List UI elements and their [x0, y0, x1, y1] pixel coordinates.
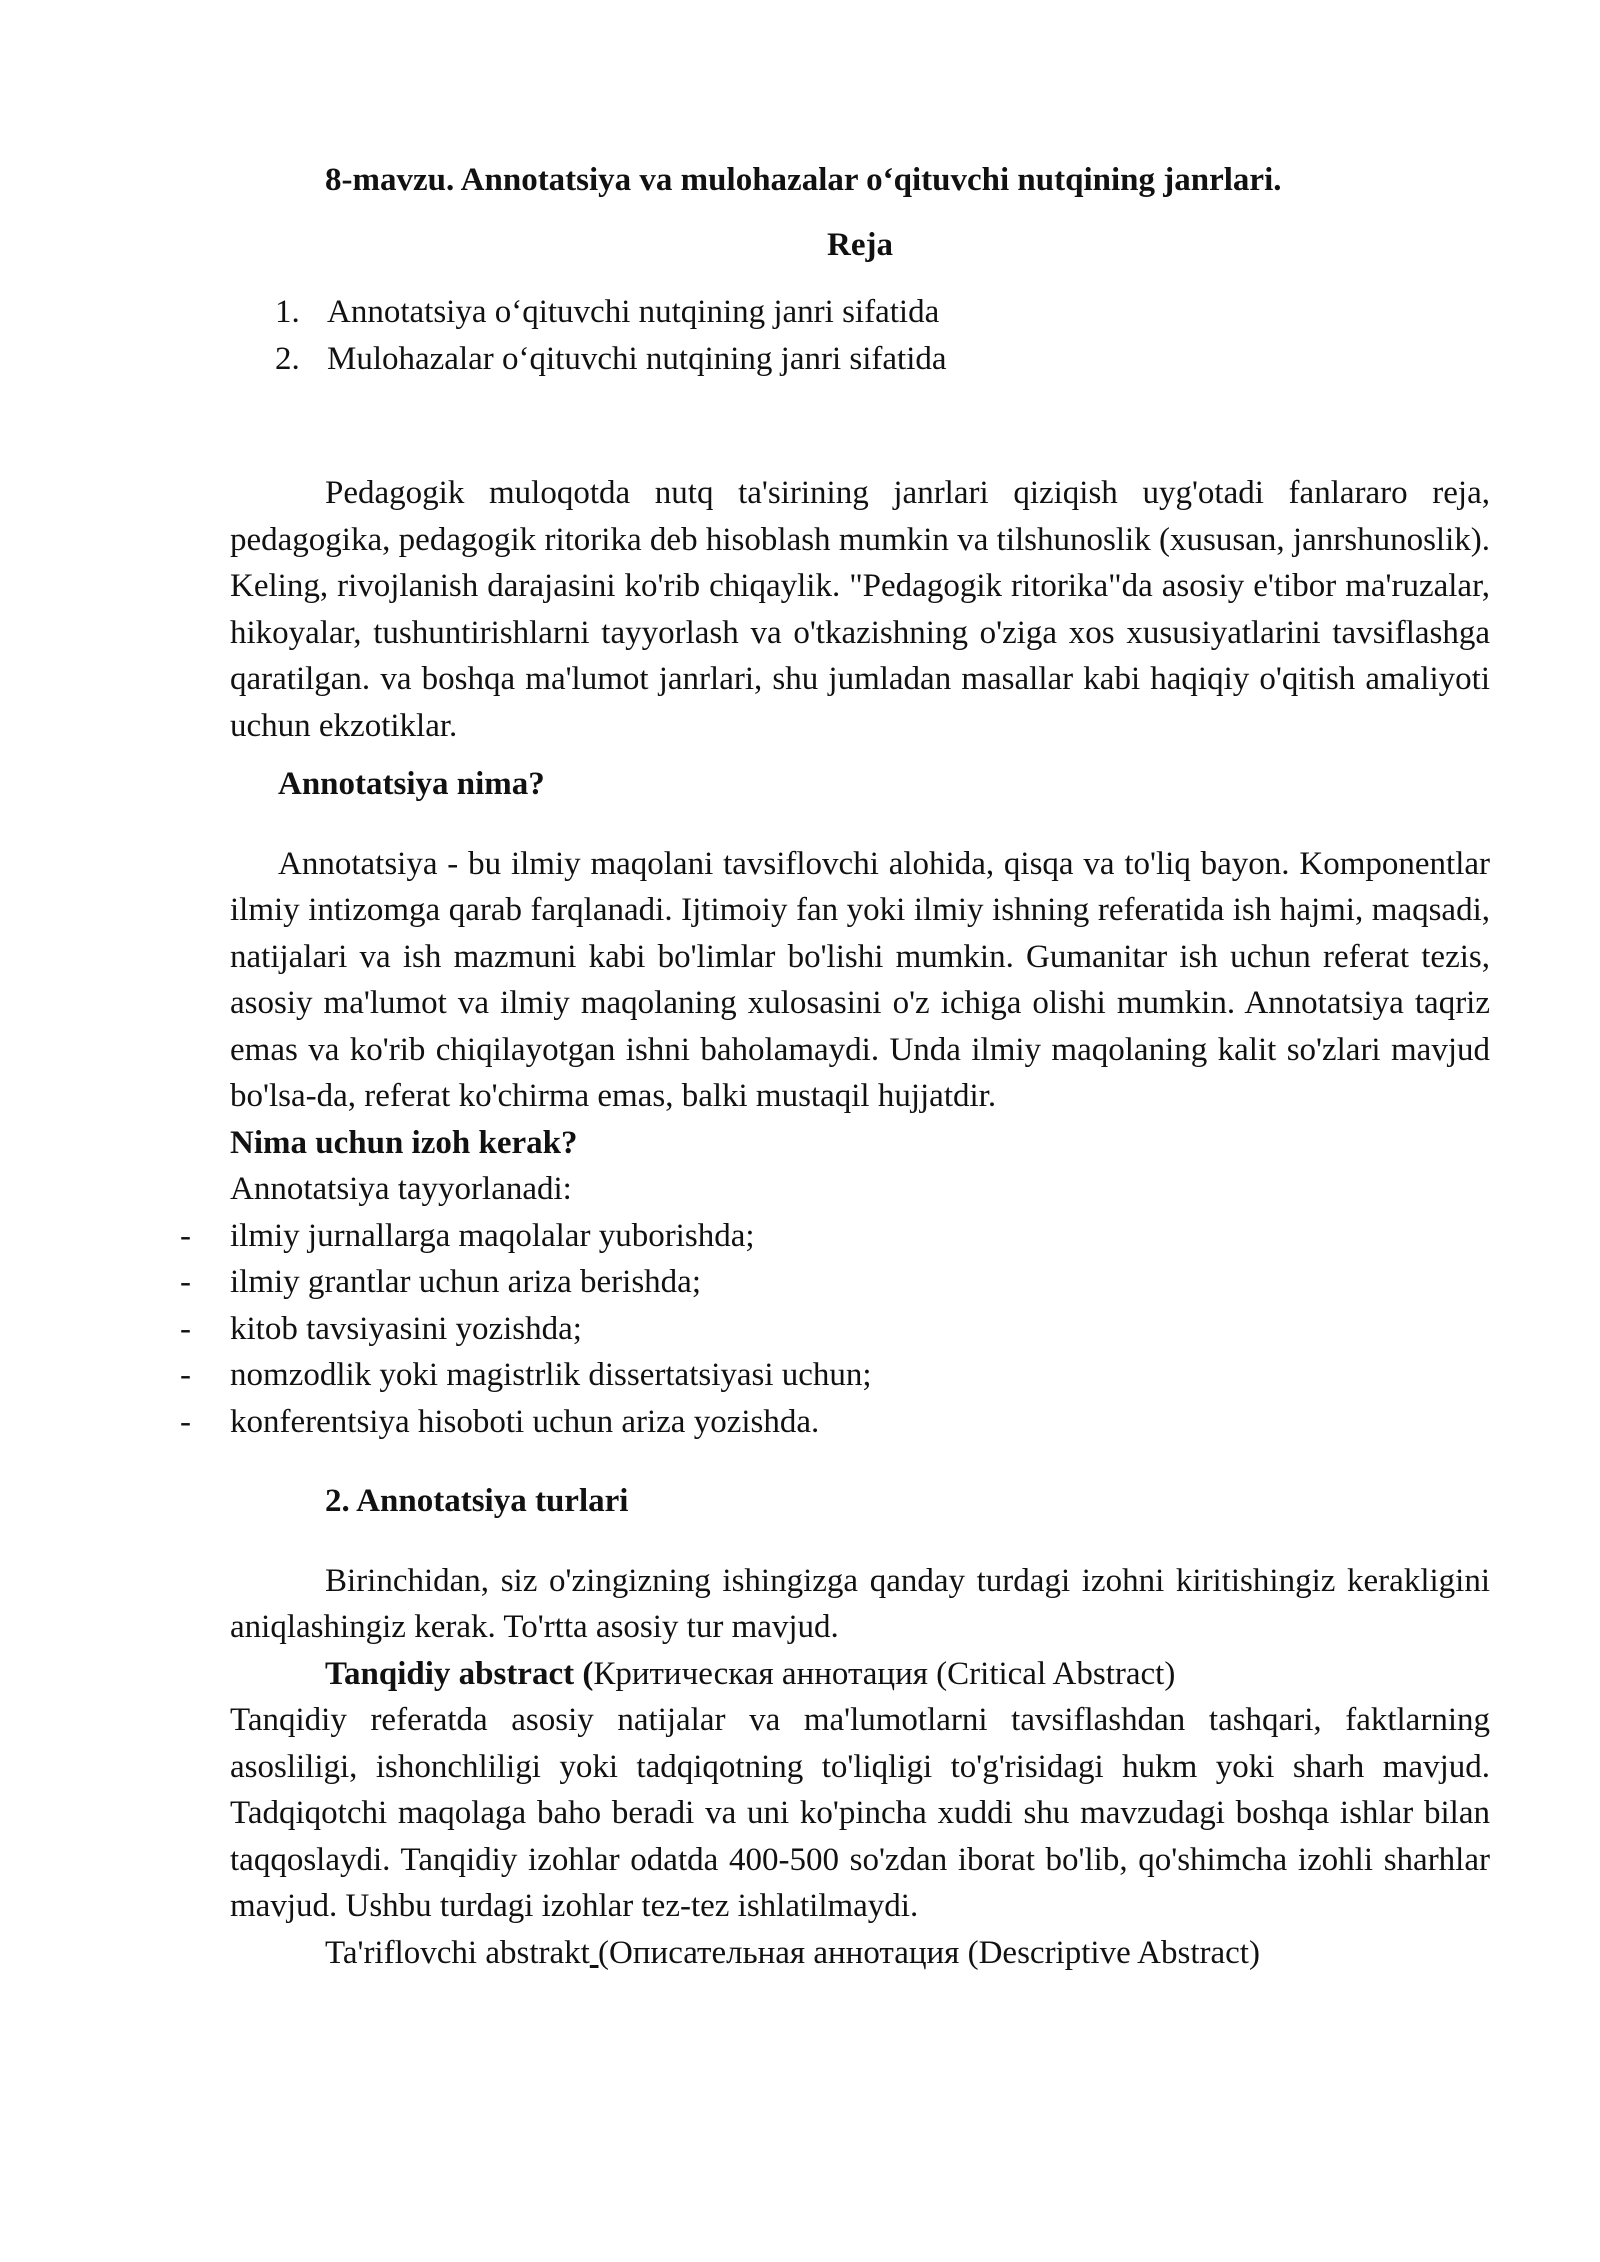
plan-item-number: 1.	[275, 294, 300, 330]
list-item	[180, 1213, 1490, 1260]
list-item-text: konferentsiya hisoboti uchun ariza yozishda.	[230, 1403, 820, 1440]
list-item	[180, 1399, 1490, 1446]
plan-item-number: 2.	[275, 340, 300, 377]
plan-heading: Reja	[827, 227, 893, 263]
plan-item-text: Annotatsiya o‘qituvchi nutqining janri sifatida	[327, 294, 940, 330]
section-heading-why-annotation: Nima uchun izoh kerak?	[230, 1124, 578, 1161]
annotation-types-paragraph: Birinchidan, siz o'zingizning ishingizga qanday turdagi izohni kiritishingiz kerakligini aniqlashingiz kerak. To'rtta asosiy tur mavjud.	[230, 1562, 1490, 1645]
annotation-definition-paragraph: Annotatsiya - bu ilmiy maqolani tavsiflovchi alohida, qisqa va to'liq bayon. Komponentlar ilmiy intizomga qarab farqlanadi. Ijtimoiy fan yoki ilmiy ishning referatida ish hajmi, maqsadi, natijalari va ish mazmuni kabi bo'limlar bo'lishi mumkin. Gumanitar ish uchun referat tezis, asosiy ma'lumot va ilmiy maqolaning xulosasini o'z ichiga olishi mumkin. Annotatsiya taqriz emas va ko'rib chiqilayotgan ishni baholamaydi. Unda ilmiy maqolaning kalit so'zlari mavjud bo'lsa-da, referat ko'chirma emas, balki mustaqil hujjatdir.	[230, 845, 1490, 1114]
critical-abstract-heading-bold: Tanqidiy abstract (	[325, 1655, 594, 1692]
list-item-text: kitob tavsiyasini yozishda;	[230, 1310, 582, 1347]
list-item-text: nomzodlik yoki magistrlik dissertatsiyasi uchun;	[230, 1357, 872, 1393]
section-heading-what-is-annotation: Annotatsiya nima?	[278, 766, 545, 802]
list-item-text: ilmiy jurnallarga maqolalar yuborishda;	[230, 1217, 755, 1254]
list-dash: -	[180, 1217, 191, 1254]
plan-item-text: Mulohazalar o‘qituvchi nutqining janri sifatida	[327, 340, 947, 377]
list-dash: -	[180, 1310, 191, 1347]
critical-abstract-heading	[230, 1651, 1490, 1698]
descriptive-abstract-heading-rest: Описательная аннотация (Descriptive Abstract)	[609, 1934, 1260, 1971]
list-item-text: ilmiy grantlar uchun ariza berishda;	[230, 1264, 701, 1300]
descriptive-abstract-heading-underlined: (	[589, 1934, 610, 1971]
list-dash: -	[180, 1357, 191, 1393]
document-body	[180, 470, 1490, 1976]
list-item	[180, 1306, 1490, 1353]
plan-list	[275, 289, 947, 382]
critical-abstract-heading-rest: Критическая аннотация (Critical Abstract)	[593, 1655, 1176, 1692]
list-item	[180, 1259, 1490, 1306]
section-heading-annotation-types: 2. Annotatsiya turlari	[325, 1483, 629, 1519]
annotation-prepared-intro: Annotatsiya tayyorlanadi:	[230, 1171, 572, 1207]
document-title: 8-mavzu. Annotatsiya va mulohazalar o‘qituvchi nutqining janrlari.	[325, 162, 1282, 198]
descriptive-abstract-heading-main: Ta'riflovchi abstrakt	[325, 1934, 590, 1971]
plan-item	[275, 289, 947, 336]
list-item	[180, 1352, 1490, 1399]
intro-paragraph: Pedagogik muloqotda nutq ta'sirining janrlari qiziqish uyg'otadi fanlararo reja, pedagogika, pedagogik ritorika deb hisoblash mumkin va tilshunoslik (xususan, janrshunoslik). Keling, rivojlanish darajasini ko'rib chiqaylik. "Pedagogik ritorika"da asosiy e'tibor ma'ruzalar, hikoyalar, tushuntirishlarni tayyorlash va o'tkazishning o'ziga xos xususiyatlarini tavsiflashga qaratilgan. va boshqa ma'lumot janrlari, shu jumladan masallar kabi haqiqiy o'qitish amaliyoti uchun ekzotiklar.	[230, 475, 1490, 744]
list-dash: -	[180, 1264, 191, 1300]
critical-abstract-paragraph: Tanqidiy referatda asosiy natijalar va ma'lumotlarni tavsiflashdan tashqari, faktlarning asosliligi, ishonchliligi yoki tadqiqotning to'liqligi to'g'risidagi hukm yoki sharh mavjud. Tadqiqotchi maqolaga baho beradi va uni ko'pincha xuddi shu mavzudagi boshqa ishlar bilan taqqoslaydi. Tanqidiy izohlar odatda 400-500 so'zdan iborat bo'lib, qo'shimcha izohli sharhlar mavjud. Ushbu turdagi izohlar tez-tez ishlatilmaydi.	[230, 1702, 1490, 1924]
annotation-uses-list	[180, 1213, 1490, 1446]
list-dash: -	[180, 1403, 191, 1440]
descriptive-abstract-heading	[230, 1930, 1490, 1977]
plan-item	[275, 336, 947, 383]
